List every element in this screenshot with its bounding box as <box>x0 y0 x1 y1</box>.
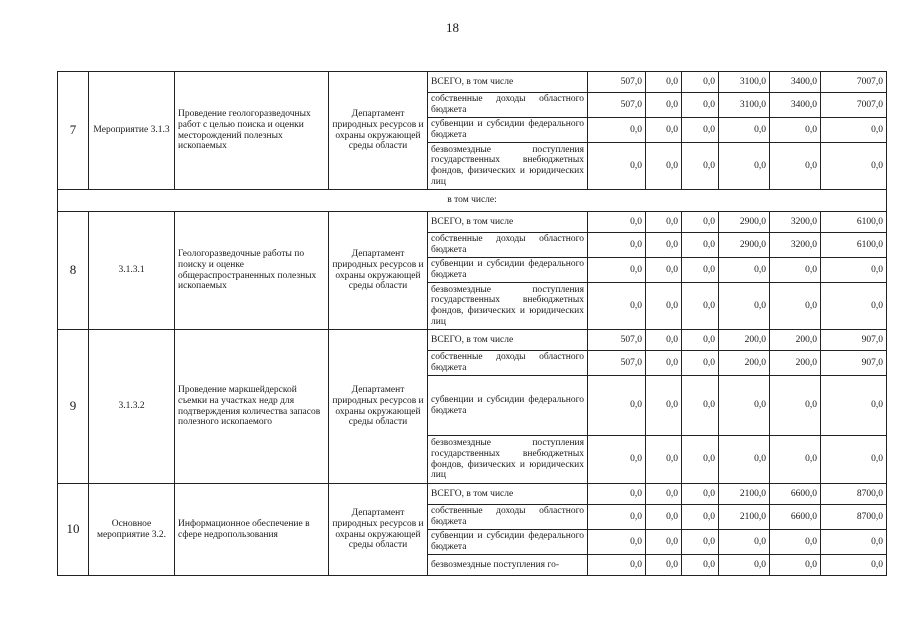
value-cell: 0,0 <box>770 376 821 436</box>
value-cell: 0,0 <box>682 436 719 484</box>
measure-name: Геологоразведочные работы по поиску и оценке общераспространенных полезных ископаемых <box>175 212 329 330</box>
table-row <box>58 190 887 212</box>
value-cell: 0,0 <box>770 283 821 330</box>
row-number: 8 <box>58 212 89 330</box>
measure-code: Основное мероприятие 3.2. <box>89 484 175 576</box>
value-cell: 0,0 <box>821 283 887 330</box>
value-cell: 3100,0 <box>719 72 770 93</box>
value-cell: 0,0 <box>588 233 646 258</box>
value-cell: 6100,0 <box>821 233 887 258</box>
value-cell: 200,0 <box>770 330 821 351</box>
value-cell: 0,0 <box>719 283 770 330</box>
value-cell: 0,0 <box>588 376 646 436</box>
value-cell: 8700,0 <box>821 484 887 505</box>
table-row <box>58 484 887 505</box>
value-cell: 2900,0 <box>719 233 770 258</box>
value-cell: 6100,0 <box>821 212 887 233</box>
value-cell: 0,0 <box>682 93 719 118</box>
funding-source: собственные доходы областного бюджета <box>428 233 588 258</box>
value-cell: 0,0 <box>682 72 719 93</box>
value-cell: 3400,0 <box>770 93 821 118</box>
value-cell: 0,0 <box>646 376 682 436</box>
value-cell: 0,0 <box>646 484 682 505</box>
budget-table <box>57 71 887 576</box>
value-cell: 0,0 <box>770 436 821 484</box>
value-cell: 0,0 <box>646 72 682 93</box>
funding-source: субвенции и субсидии федерального бюджета <box>428 118 588 143</box>
value-cell: 0,0 <box>719 530 770 555</box>
funding-source: субвенции и субсидии федерального бюджета <box>428 530 588 555</box>
funding-source: ВСЕГО, в том числе <box>428 330 588 351</box>
value-cell: 0,0 <box>646 283 682 330</box>
value-cell: 6600,0 <box>770 484 821 505</box>
measure-code: 3.1.3.2 <box>89 330 175 484</box>
value-cell: 0,0 <box>646 233 682 258</box>
value-cell: 0,0 <box>682 376 719 436</box>
value-cell: 0,0 <box>588 118 646 143</box>
value-cell: 0,0 <box>588 283 646 330</box>
table-row <box>58 330 887 351</box>
value-cell: 0,0 <box>821 530 887 555</box>
value-cell: 0,0 <box>588 484 646 505</box>
value-cell: 0,0 <box>682 484 719 505</box>
value-cell: 7007,0 <box>821 93 887 118</box>
value-cell: 0,0 <box>646 143 682 190</box>
value-cell: 0,0 <box>719 436 770 484</box>
value-cell: 200,0 <box>719 351 770 376</box>
value-cell: 0,0 <box>646 555 682 576</box>
value-cell: 0,0 <box>682 351 719 376</box>
value-cell: 3200,0 <box>770 212 821 233</box>
value-cell: 0,0 <box>719 555 770 576</box>
value-cell: 507,0 <box>588 93 646 118</box>
value-cell: 0,0 <box>821 555 887 576</box>
value-cell: 0,0 <box>588 212 646 233</box>
value-cell: 0,0 <box>682 118 719 143</box>
funding-source: ВСЕГО, в том числе <box>428 72 588 93</box>
value-cell: 0,0 <box>646 93 682 118</box>
funding-source: собственные доходы областного бюджета <box>428 505 588 530</box>
value-cell: 7007,0 <box>821 72 887 93</box>
value-cell: 0,0 <box>682 505 719 530</box>
value-cell: 0,0 <box>646 530 682 555</box>
measure-code: Мероприятие 3.1.3 <box>89 72 175 190</box>
value-cell: 0,0 <box>588 436 646 484</box>
value-cell: 0,0 <box>682 530 719 555</box>
value-cell: 0,0 <box>682 330 719 351</box>
subheader-including: в том числе: <box>58 190 887 212</box>
value-cell: 0,0 <box>821 143 887 190</box>
funding-source: собственные доходы областного бюджета <box>428 93 588 118</box>
value-cell: 0,0 <box>682 212 719 233</box>
value-cell: 0,0 <box>770 143 821 190</box>
value-cell: 0,0 <box>719 143 770 190</box>
funding-source: субвенции и субсидии федерального бюджета <box>428 258 588 283</box>
value-cell: 907,0 <box>821 330 887 351</box>
measure-name: Информационное обеспечение в сфере недропользования <box>175 484 329 576</box>
responsible-department: Департамент природных ресурсов и охраны окружающей среды области <box>329 484 428 576</box>
funding-source: безвозмездные поступления государственных внебюджетных фондов, физических и юридических лиц <box>428 283 588 330</box>
value-cell: 0,0 <box>719 258 770 283</box>
value-cell: 0,0 <box>682 233 719 258</box>
value-cell: 907,0 <box>821 351 887 376</box>
funding-source: безвозмездные поступления государственных внебюджетных фондов, физических и юридических лиц <box>428 436 588 484</box>
value-cell: 0,0 <box>588 143 646 190</box>
value-cell: 200,0 <box>719 330 770 351</box>
value-cell: 507,0 <box>588 72 646 93</box>
measure-name: Проведение маркшейдерской съемки на участках недр для подтверждения количества запасов полезного ископаемого <box>175 330 329 484</box>
value-cell: 0,0 <box>682 258 719 283</box>
value-cell: 0,0 <box>588 505 646 530</box>
value-cell: 0,0 <box>770 530 821 555</box>
funding-source: безвозмездные поступления го- <box>428 555 588 576</box>
value-cell: 0,0 <box>646 436 682 484</box>
value-cell: 0,0 <box>646 118 682 143</box>
value-cell: 0,0 <box>646 330 682 351</box>
value-cell: 8700,0 <box>821 505 887 530</box>
row-number: 10 <box>58 484 89 576</box>
value-cell: 0,0 <box>588 555 646 576</box>
page-number: 18 <box>446 20 459 35</box>
row-number: 7 <box>58 72 89 190</box>
value-cell: 0,0 <box>588 530 646 555</box>
value-cell: 0,0 <box>821 436 887 484</box>
measure-code: 3.1.3.1 <box>89 212 175 330</box>
value-cell: 3100,0 <box>719 93 770 118</box>
value-cell: 0,0 <box>821 258 887 283</box>
table-row <box>58 212 887 233</box>
value-cell: 507,0 <box>588 330 646 351</box>
measure-name: Проведение геологоразведочных работ с целью поиска и оценки месторождений полезных ископаемых <box>175 72 329 190</box>
value-cell: 507,0 <box>588 351 646 376</box>
value-cell: 0,0 <box>682 283 719 330</box>
value-cell: 0,0 <box>682 555 719 576</box>
value-cell: 0,0 <box>719 118 770 143</box>
value-cell: 0,0 <box>682 143 719 190</box>
value-cell: 3400,0 <box>770 72 821 93</box>
value-cell: 0,0 <box>646 258 682 283</box>
value-cell: 6600,0 <box>770 505 821 530</box>
value-cell: 0,0 <box>770 118 821 143</box>
value-cell: 0,0 <box>770 555 821 576</box>
table-row <box>58 72 887 93</box>
value-cell: 0,0 <box>646 212 682 233</box>
value-cell: 2900,0 <box>719 212 770 233</box>
responsible-department: Департамент природных ресурсов и охраны окружающей среды области <box>329 212 428 330</box>
funding-source: собственные доходы областного бюджета <box>428 351 588 376</box>
value-cell: 0,0 <box>821 376 887 436</box>
value-cell: 0,0 <box>770 258 821 283</box>
value-cell: 200,0 <box>770 351 821 376</box>
row-number: 9 <box>58 330 89 484</box>
funding-source: ВСЕГО, в том числе <box>428 484 588 505</box>
value-cell: 0,0 <box>588 258 646 283</box>
value-cell: 2100,0 <box>719 484 770 505</box>
funding-source: ВСЕГО, в том числе <box>428 212 588 233</box>
value-cell: 0,0 <box>646 505 682 530</box>
responsible-department: Департамент природных ресурсов и охраны окружающей среды области <box>329 72 428 190</box>
responsible-department: Департамент природных ресурсов и охраны окружающей среды области <box>329 330 428 484</box>
value-cell: 3200,0 <box>770 233 821 258</box>
funding-source: субвенции и субсидии федерального бюджета <box>428 376 588 436</box>
value-cell: 2100,0 <box>719 505 770 530</box>
value-cell: 0,0 <box>821 118 887 143</box>
value-cell: 0,0 <box>646 351 682 376</box>
funding-source: безвозмездные поступления государственных внебюджетных фондов, физических и юридических лиц <box>428 143 588 190</box>
value-cell: 0,0 <box>719 376 770 436</box>
